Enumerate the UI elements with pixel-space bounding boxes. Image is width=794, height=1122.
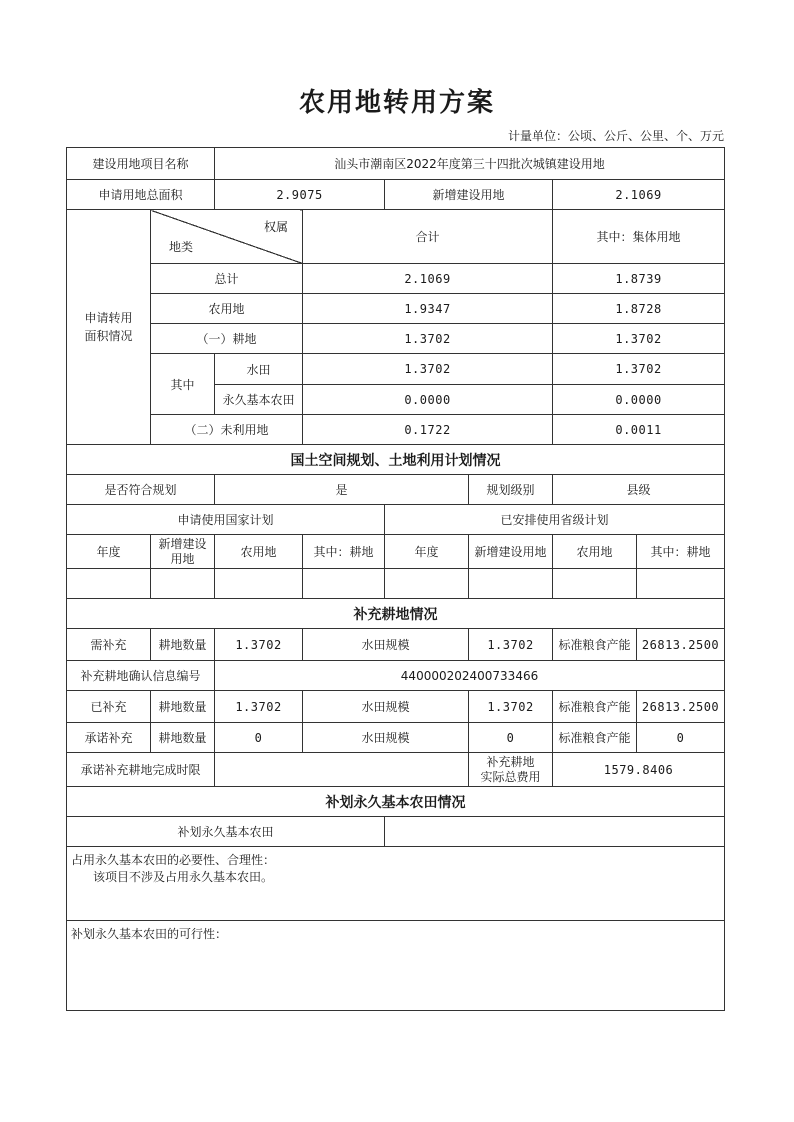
farmland-supplement-value xyxy=(385,817,725,847)
confirm-label: 补充耕地确认信息编号 xyxy=(67,661,215,691)
done-grain-value: 26813.2500 xyxy=(637,691,725,723)
done-qty-value: 1.3702 xyxy=(215,691,303,723)
supplement-section-row xyxy=(67,599,725,629)
type-header: 地类 xyxy=(169,240,194,254)
need-qty-value: 1.3702 xyxy=(215,629,303,661)
row-total: 0.0000 xyxy=(303,385,553,415)
row-label: （一）耕地 xyxy=(151,324,303,354)
row-collective: 1.3702 xyxy=(553,324,725,354)
feasibility-row xyxy=(67,921,725,1011)
national-plan-label: 申请使用国家计划 xyxy=(67,505,385,535)
conversion-row xyxy=(67,294,725,324)
col-total-header: 合计 xyxy=(303,210,553,264)
empty-cell xyxy=(385,569,469,599)
total-area-label: 申请用地总面积 xyxy=(67,180,215,210)
confirm-row xyxy=(67,661,725,691)
area-row xyxy=(67,180,725,210)
planning-section-row xyxy=(67,445,725,475)
promise-label: 承诺补充 xyxy=(67,723,151,753)
empty-cell xyxy=(67,569,151,599)
done-paddy-label: 水田规模 xyxy=(303,691,469,723)
new-construction-label: 新增建设用地 xyxy=(385,180,553,210)
empty-cell xyxy=(303,569,385,599)
project-value: 汕头市潮南区2022年度第三十四批次城镇建设用地 xyxy=(215,148,725,180)
conversion-row xyxy=(67,415,725,445)
plan-col-header: 农用地 xyxy=(215,535,303,569)
done-grain-label: 标准粮食产能 xyxy=(553,691,637,723)
cost-value: 1579.8406 xyxy=(553,753,725,787)
cost-label-line1: 补充耕地 xyxy=(486,754,535,769)
promise-supplement-row xyxy=(67,723,725,753)
total-area-value: 2.9075 xyxy=(215,180,385,210)
plan-columns-row xyxy=(67,535,725,569)
compliant-label: 是否符合规划 xyxy=(67,475,215,505)
promise-qty-value: 0 xyxy=(215,723,303,753)
plan-col-header: 其中：耕地 xyxy=(303,535,385,569)
empty-cell xyxy=(469,569,553,599)
promise-grain-label: 标准粮食产能 xyxy=(553,723,637,753)
need-qty-label: 耕地数量 xyxy=(151,629,215,661)
empty-cell xyxy=(215,569,303,599)
necessity-row xyxy=(67,847,725,921)
plan-empty-row xyxy=(67,569,725,599)
necessity-label: 占用永久基本农田的必要性、合理性： xyxy=(71,853,276,867)
farmland-section-row xyxy=(67,787,725,817)
done-qty-label: 耕地数量 xyxy=(151,691,215,723)
plan-type-row xyxy=(67,505,725,535)
row-collective: 1.8739 xyxy=(553,264,725,294)
conversion-row xyxy=(67,354,725,385)
done-paddy-value: 1.3702 xyxy=(469,691,553,723)
planning-compliance-row xyxy=(67,475,725,505)
conversion-row xyxy=(67,264,725,294)
diagonal-header-cell xyxy=(151,210,303,264)
plan-col-header: 年度 xyxy=(385,535,469,569)
plan-col-header: 其中：耕地 xyxy=(637,535,725,569)
need-paddy-label: 水田规模 xyxy=(303,629,469,661)
project-row xyxy=(67,148,725,180)
need-grain-label: 标准粮食产能 xyxy=(553,629,637,661)
done-label: 已补充 xyxy=(67,691,151,723)
page-title: 农用地转用方案 xyxy=(298,88,495,118)
col-collective-header: 其中：集体用地 xyxy=(553,210,725,264)
level-label: 规划级别 xyxy=(469,475,553,505)
deadline-value xyxy=(215,753,469,787)
conversion-form-table xyxy=(66,147,725,1011)
row-collective: 1.8728 xyxy=(553,294,725,324)
necessity-cell xyxy=(67,847,725,921)
row-collective: 0.0000 xyxy=(553,385,725,415)
empty-cell xyxy=(151,569,215,599)
row-total: 0.1722 xyxy=(303,415,553,445)
promise-qty-label: 耕地数量 xyxy=(151,723,215,753)
conversion-row xyxy=(67,324,725,354)
plan-col-header: 农用地 xyxy=(553,535,637,569)
need-label: 需补充 xyxy=(67,629,151,661)
cost-label xyxy=(469,753,553,787)
feasibility-cell xyxy=(67,921,725,1011)
row-collective: 1.3702 xyxy=(553,354,725,385)
row-total: 1.9347 xyxy=(303,294,553,324)
plan-col-header: 年度 xyxy=(67,535,151,569)
row-total: 1.3702 xyxy=(303,354,553,385)
empty-cell xyxy=(637,569,725,599)
row-total: 2.1069 xyxy=(303,264,553,294)
level-value: 县级 xyxy=(553,475,725,505)
promise-grain-value: 0 xyxy=(637,723,725,753)
row-label: （二）未利用地 xyxy=(151,415,303,445)
measurement-unit: 计量单位：公顷、公斤、公里、个、万元 xyxy=(507,129,724,143)
deadline-label: 承诺补充耕地完成时限 xyxy=(67,753,215,787)
need-paddy-value: 1.3702 xyxy=(469,629,553,661)
new-construction-value: 2.1069 xyxy=(553,180,725,210)
row-label: 水田 xyxy=(215,354,303,385)
provincial-plan-label: 已安排使用省级计划 xyxy=(385,505,725,535)
supplement-section-title: 补充耕地情况 xyxy=(67,599,725,629)
farmland-section-title: 补划永久基本农田情况 xyxy=(67,787,725,817)
farmland-supplement-label: 补划永久基本农田 xyxy=(67,817,385,847)
need-supplement-row xyxy=(67,629,725,661)
conversion-section-label: 申请转用面积情况 xyxy=(67,210,151,445)
farmland-supplement-row xyxy=(67,817,725,847)
project-label: 建设用地项目名称 xyxy=(67,148,215,180)
necessity-text: 该项目不涉及占用永久基本农田。 xyxy=(93,870,274,884)
owner-header: 权属 xyxy=(264,220,289,234)
row-label: 农用地 xyxy=(151,294,303,324)
plan-col-header: 新增建设用地 xyxy=(151,535,215,569)
compliant-value: 是 xyxy=(215,475,469,505)
conversion-header-row xyxy=(67,210,725,264)
promise-paddy-label: 水田规模 xyxy=(303,723,469,753)
plan-col-header: 新增建设用地 xyxy=(469,535,553,569)
confirm-value: 440000202400733466 xyxy=(215,661,725,691)
row-label: 总计 xyxy=(151,264,303,294)
planning-section-title: 国土空间规划、土地利用计划情况 xyxy=(67,445,725,475)
row-collective: 0.0011 xyxy=(553,415,725,445)
deadline-row xyxy=(67,753,725,787)
empty-cell xyxy=(553,569,637,599)
promise-paddy-value: 0 xyxy=(469,723,553,753)
row-label: 永久基本农田 xyxy=(215,385,303,415)
row-total: 1.3702 xyxy=(303,324,553,354)
feasibility-label: 补划永久基本农田的可行性： xyxy=(71,927,228,941)
cost-label-line2: 实际总费用 xyxy=(480,769,541,784)
done-supplement-row xyxy=(67,691,725,723)
need-grain-value: 26813.2500 xyxy=(637,629,725,661)
qizhong-label: 其中 xyxy=(151,354,215,415)
